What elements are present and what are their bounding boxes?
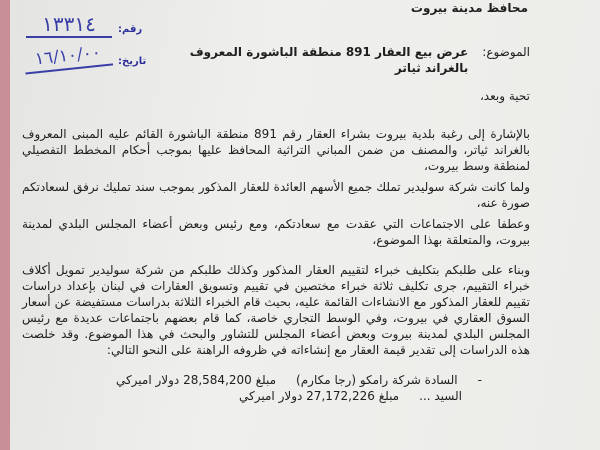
valuation-amount: مبلغ 27,172,226 دولار اميركي <box>239 389 400 403</box>
valuation-item <box>22 372 482 388</box>
paragraph <box>22 179 530 211</box>
paragraph-line: بالإشارة إلى رغبة بلدية بيروت بشراء العقار رقم 891 منطقة الباشورة القائم عليه المبنى المعروف <box>22 127 530 141</box>
reference-number-handwritten: ١٣٣١٤ <box>26 12 112 38</box>
paragraph-line: خلصت هذه الدراسات إلى تقدير قيمة العقار مع إنشاءاته في ظروفه الراهنة على النحو التالي: <box>22 327 530 357</box>
page-edge <box>0 0 10 450</box>
header-office: محافظ مدينة بيروت <box>410 1 528 15</box>
paragraph <box>22 216 530 248</box>
paragraph-line: لمنطقة وسط بيروت، <box>424 159 530 173</box>
valuation-expert: السادة شركة رامكو (رجا مكارم) <box>296 373 458 387</box>
date-handwritten: ١٦/١٠/٠٠ <box>23 39 113 74</box>
paragraph-line: وعطفا على الاجتماعات التي عقدت مع سعادتكم، ومع رئيس وبعض أعضاء المجلس البلدي لمدينة <box>22 217 530 231</box>
subject-row <box>165 44 530 76</box>
valuation-item <box>22 388 482 404</box>
valuation-expert: السيد ... <box>419 389 462 403</box>
date-label: تاريخ: <box>118 56 147 67</box>
greeting: تحية وبعد، <box>479 89 530 103</box>
paragraph-line: خبراء التقييم، جرى تكليف ثلاثة خبراء مختصين في تقييم وتسويق العقارات في لبنان بإعداد دراسات <box>22 279 530 293</box>
paragraph-line: بيروت، والمتعلقة بهذا الموضوع، <box>372 233 530 247</box>
paragraph-line: ولما كانت شركة سوليدير تملك جميع الأسهم العائدة للعقار المذكور بموجب سند تمليك نرفق لسعادتكم <box>22 180 530 194</box>
subject-label: الموضوع: <box>482 45 530 59</box>
paragraph <box>22 262 530 358</box>
paragraph-line: صورة عنه، <box>476 196 530 210</box>
letter-body <box>22 88 530 404</box>
paragraph-line: أسعار السوق العقاري في بيروت، وفي الوسط التجاري خاصة، كما قام بعضهم باجتماعات عديدة مع <box>22 295 530 325</box>
subject-text: عرض بيع العقار 891 منطقة الباشورة المعروف بالغراند ثياتر <box>189 45 469 75</box>
paragraph-line: رئيس المجلس البلدي لمدينة بيروت وبعض أعضاء المجلس للتشاور والبحث في هذا الموضوع. وقد <box>22 311 530 341</box>
valuation-amount: مبلغ 28,584,200 دولار اميركي <box>115 373 277 387</box>
paragraph <box>22 126 530 174</box>
number-label: رقم: <box>118 24 143 35</box>
list-bullet: - <box>477 373 482 387</box>
paragraph-line: بالغراند ثياتر، والمصنف من ضمن المباني التراثية المحافظ عليها بموجب أحكام المخطط التفصيلي <box>22 143 530 157</box>
paragraph-line: تقييم للعقار المذكور مع الانشاءات القائمة عليه، بحيث قام الخبراء الثلاثة بدراسات مستفيضة عن <box>54 295 530 309</box>
paragraph-line: وبناء على طلبكم بتكليف خبراء لتقييم العقار المذكور وكذلك طلبكم من شركة سوليدير تمويل أكلاف <box>22 263 530 277</box>
